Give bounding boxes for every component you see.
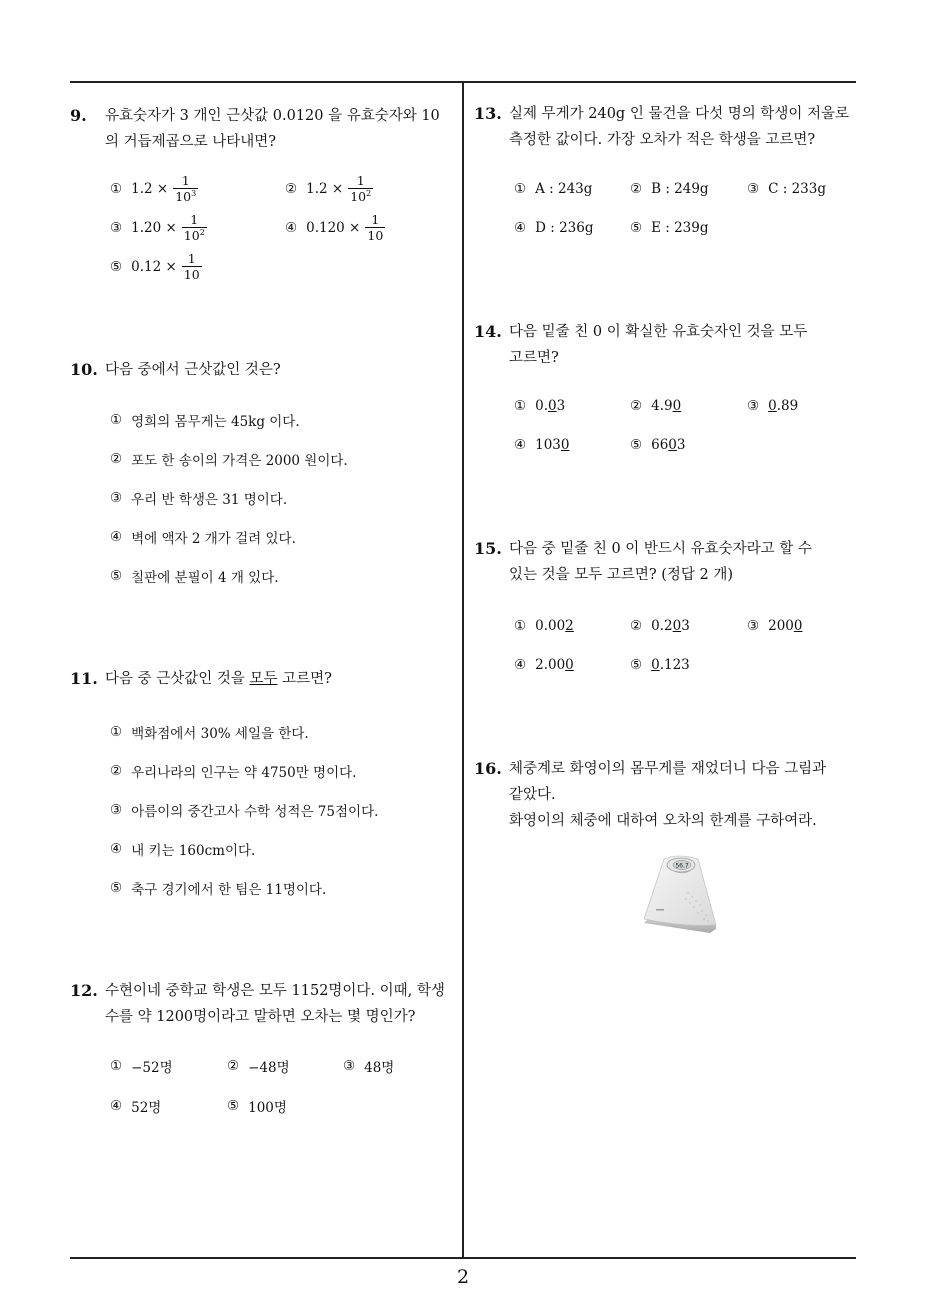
question-text-line: 다음 중 밑줄 친 0 이 반드시 유효숫자라고 할 수	[509, 541, 812, 557]
q15-option-1[interactable]: ① 0.00 2	[514, 618, 574, 634]
q11-option-2[interactable]: ② 우리나라의 인구는 약 4750만 명이다.	[110, 763, 357, 781]
question-number: 16.	[474, 759, 502, 778]
q9-option-1[interactable]: ① 1.2 × $\frac{1}{10^3}$	[110, 173, 197, 204]
question-text-line: 다음 중에서 근삿값인 것은?	[105, 362, 281, 378]
question-text-line: 실제 무게가 240g 인 물건을 다섯 명의 학생이 저울로	[509, 106, 849, 122]
question-text-line: 다음 중 근삿값인 것을 모두 고르면?	[105, 671, 332, 687]
q9-option-5[interactable]: ⑤ 0.12 × $\frac{1}{10}$	[110, 251, 200, 282]
q12-option-3[interactable]: ③ 48명	[343, 1058, 395, 1076]
question-text-line: 체중계로 화영이의 몸무게를 재었더니 다음 그림과	[509, 761, 827, 777]
q15-option-3[interactable]: ③ 200 0	[747, 618, 803, 634]
question-9	[70, 103, 455, 155]
q10-option-5[interactable]: ⑤ 칠판에 분필이 4 개 있다.	[110, 568, 279, 586]
question-number: 9.	[70, 106, 87, 125]
fraction: $\frac{1}{10}$	[183, 251, 200, 282]
question-text-line: 측정한 값이다. 가장 오차가 적은 학생을 고르면?	[509, 132, 816, 148]
q15-option-4[interactable]: ④ 2.00 0	[514, 657, 574, 673]
q12-option-1[interactable]: ① −52명	[110, 1058, 173, 1076]
question-16	[474, 756, 864, 834]
fraction: $\frac{1}{10}$	[367, 212, 384, 243]
question-text-line: 의 거듭제곱으로 나타내면?	[105, 134, 277, 150]
q10-option-4[interactable]: ④ 벽에 액자 2 개가 걸려 있다.	[110, 529, 296, 547]
question-13	[474, 101, 864, 153]
column-divider	[462, 82, 464, 1257]
question-text-line: 수현이네 중학교 학생은 모두 1152명이다. 이때, 학생	[105, 983, 445, 999]
question-number: 15.	[474, 539, 502, 558]
q12-option-2[interactable]: ② −48명	[227, 1058, 290, 1076]
q10-option-2[interactable]: ② 포도 한 송이의 가격은 2000 원이다.	[110, 451, 348, 469]
q14-option-3[interactable]: ③ 0 .89	[747, 398, 799, 414]
question-text-line: 유효숫자가 3 개인 근삿값 0.0120 을 유효숫자와 10	[105, 108, 440, 124]
question-14	[474, 319, 864, 371]
question-text-line: 수를 약 1200명이라고 말하면 오차는 몇 명인가?	[105, 1009, 416, 1025]
q13-option-1[interactable]: ① A : 243g	[514, 181, 593, 197]
q9-option-3[interactable]: ③ 1.20 × $\frac{1}{10^2}$	[110, 212, 205, 243]
question-number: 14.	[474, 322, 502, 341]
q10-option-1[interactable]: ① 영희의 몸무게는 45kg 이다.	[110, 412, 300, 430]
question-text-line: 같았다.	[509, 787, 556, 803]
q9-option-2[interactable]: ② 1.2 × $\frac{1}{10^2}$	[285, 173, 372, 204]
q13-option-3[interactable]: ③ C : 233g	[747, 181, 826, 197]
q12-option-5[interactable]: ⑤ 100명	[227, 1098, 287, 1116]
page-number: 2	[456, 1266, 470, 1288]
q11-option-4[interactable]: ④ 내 키는 160cm이다.	[110, 841, 256, 859]
question-text-line: 고르면?	[509, 350, 559, 366]
q14-option-4[interactable]: ④ 103 0	[514, 437, 570, 453]
question-text-line: 화영이의 체중에 대하여 오차의 한계를 구하여라.	[509, 813, 817, 829]
question-number: 11.	[70, 669, 98, 688]
question-text-line: 다음 밑줄 친 0 이 확실한 유효숫자인 것을 모두	[509, 324, 808, 340]
q15-option-5[interactable]: ⑤ 0 .123	[630, 657, 690, 673]
question-number: 12.	[70, 981, 98, 1000]
question-number: 10.	[70, 360, 98, 379]
q9-option-4[interactable]: ④ 0.120 × $\frac{1}{10}$	[285, 212, 384, 243]
q10-option-3[interactable]: ③ 우리 반 학생은 31 명이다.	[110, 490, 288, 508]
bathroom-scale-image	[636, 853, 720, 935]
fraction: $\frac{1}{10^2}$	[350, 173, 372, 204]
q14-option-1[interactable]: ① 0. 0 3	[514, 398, 566, 414]
q11-option-5[interactable]: ⑤ 축구 경기에서 한 팀은 11명이다.	[110, 880, 327, 898]
fraction: $\frac{1}{10^3}$	[175, 173, 197, 204]
question-10	[70, 357, 455, 383]
q13-option-2[interactable]: ② B : 249g	[630, 181, 709, 197]
question-number: 13.	[474, 104, 502, 123]
fraction: $\frac{1}{10^2}$	[183, 212, 205, 243]
q14-option-5[interactable]: ⑤ 66 0 3	[630, 437, 686, 453]
q15-option-2[interactable]: ② 0.2 0 3	[630, 618, 690, 634]
q11-option-1[interactable]: ① 백화점에서 30% 세일을 한다.	[110, 724, 309, 742]
q14-option-2[interactable]: ② 4.9 0	[630, 398, 682, 414]
question-15	[474, 536, 864, 588]
q12-option-4[interactable]: ④ 52명	[110, 1098, 162, 1116]
q13-option-4[interactable]: ④ D : 236g	[514, 220, 594, 236]
scale-display: 56.7	[675, 862, 689, 870]
question-12	[70, 978, 460, 1030]
q11-option-3[interactable]: ③ 아름이의 중간고사 수학 성적은 75점이다.	[110, 802, 379, 820]
bottom-rule	[70, 1257, 856, 1259]
q13-option-5[interactable]: ⑤ E : 239g	[630, 220, 709, 236]
question-11	[70, 666, 455, 692]
underlined-word: 모두	[249, 671, 278, 687]
question-text-line: 있는 것을 모두 고르면? (정답 2 개)	[509, 567, 734, 583]
